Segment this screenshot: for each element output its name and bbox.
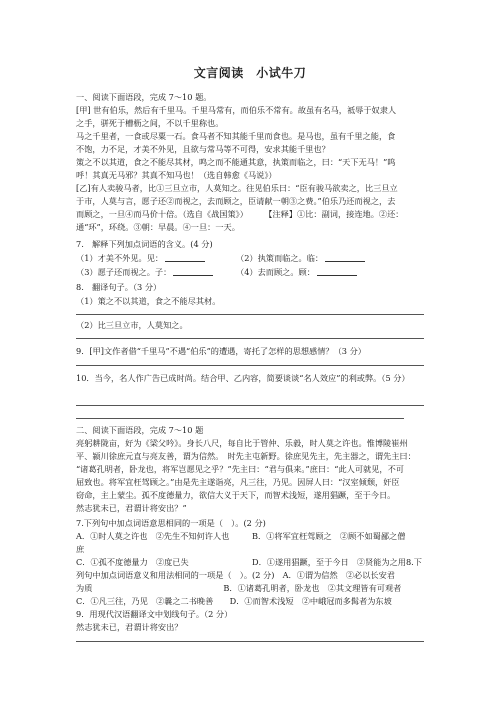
passage-c-line: 窃命，主上蒙尘。孤不度德量力，欲信大义于天下，而智术浅短，遂用猖蹶，至于今日。 xyxy=(76,490,396,500)
option-d[interactable]: D．①遂用猖蹶，至于今日 ②贤能为之用8.下 xyxy=(252,557,422,567)
passage-a-line: 不饱，力不足，才美不外见，且欲与常马等不可得，安求其能千里也？ xyxy=(76,144,330,154)
answer-line[interactable] xyxy=(76,641,424,642)
option-c[interactable]: C．①孤不度德量力 ②度已失 xyxy=(76,557,189,567)
answer-blank[interactable] xyxy=(165,253,205,262)
passage-c-line: 平、颍川徐庶元直与亮友善，谓为信然。 时先主屯新野。徐庶见先主，先主器之，谓先主曰： xyxy=(76,451,416,461)
passage-b-line: [乙]有人卖骏马者，比①三旦立市，人莫知之。往见伯乐曰：“臣有骏马欲卖之，比三旦立 xyxy=(76,183,398,193)
passage-b-line: 通“环”，环绕。③朝：早晨。④一旦：一天。 xyxy=(76,222,240,232)
passage-c-line: 然志犹未已，君谓计将安出？” xyxy=(76,503,187,513)
question-7: 7. 解释下列加点词语的含义。(4 分) xyxy=(76,239,213,249)
question-9: 9．[甲]文作者借“千里马”不遇“伯乐”的遭遇，寄托了怎样的思想感情？（3 分） xyxy=(76,346,366,356)
section2-header: 二、阅读下面语段，完成 7～10 题 xyxy=(76,425,204,435)
passage-a-line: 呼！其真无马邪？其真不知马也！（选自韩愈《马说》） xyxy=(76,170,277,180)
passage-b-line: 于市，人莫与言，愿子还②而视之，去而顾之，臣请献一朝③之费。”伯乐乃还而视之，去 xyxy=(76,196,396,206)
answer-line[interactable] xyxy=(76,314,424,315)
option-b-continued: 庶 xyxy=(76,544,85,554)
option-row-continued xyxy=(76,544,426,555)
passage-c-line: 亮躬耕陇亩，好为《梁父吟》。身长八尺，每自比于管仲、乐毅，时人莫之许也。惟博陵崔州 xyxy=(76,438,408,448)
question-8-1: （1）策之不以其道，食之不能尽其材。 xyxy=(76,296,221,306)
option-b[interactable]: B．①将军宜枉驾顾之 ②顾不如蜀鄙之僧 xyxy=(252,531,406,541)
option-a[interactable]: A．①时人莫之许也 ②先生不知何许人也 xyxy=(76,531,230,541)
passage-a-line: 之手，骈死于槽枥之间，不以千里称也。 xyxy=(76,118,224,128)
answer-blank[interactable] xyxy=(173,267,213,276)
passage-c-line: “诸葛孔明者，卧龙也，将军岂愿见之乎？”先主曰：“君与俱来。”庶曰：“此人可就见，不可 xyxy=(76,464,404,474)
q7-item: （1）才美不外见。见： xyxy=(76,253,205,264)
question-9-sentence: 然志犹未已，君谓计将安出？ xyxy=(76,622,183,632)
page-title: 文言阅读 小试牛刀 xyxy=(193,66,307,80)
answer-blank[interactable] xyxy=(325,253,365,262)
passage-c-line: 屈致也。将军宜枉驾顾之。”由是先主遂诣亮，凡三往，乃见。因屏人曰：“汉室倾颓，奸臣 xyxy=(76,477,400,487)
passage-a-line: 马之千里者，一食或尽粟一石。食马者不知其能千里而食也。是马也，虽有千里之能，食 xyxy=(76,131,396,141)
passage-b-line: 而顾之，一旦④而马价十倍。（选自《战国策》） 【注释】①比：副词，接连地。②还： xyxy=(76,209,404,219)
answer-line[interactable] xyxy=(76,338,424,339)
answer-line[interactable] xyxy=(76,418,404,419)
question-7-s2: 7.下列句中加点词语意思相同的一项是（ ）。(2 分) xyxy=(76,518,266,528)
q7-item: （4）去而顾之。顾： xyxy=(236,267,357,278)
question-8-s2-line: 列句中加点词语意义和用法相同的一项是（ ）。(2 分) A．①谓为信然 ②必以长安君 xyxy=(76,570,395,580)
q7-item: （2）执策而临之。临： xyxy=(236,253,365,264)
question-8-s2-line: C．①凡三往，乃见 ②曩之二书晚善 D．①而智术浅短 ②中峨冠而多髯者为东坡 xyxy=(76,596,392,606)
question-8-s2-line: 为质 B．①诸葛孔明者，卧龙也 ②其文理皆有可观者 xyxy=(76,583,402,593)
question-10: 10．当今，名人作广告已成时尚。结合甲、乙内容，简要谈谈“名人效应”的利或弊。（5 分） xyxy=(76,373,410,383)
option-row xyxy=(76,557,426,568)
q7-row xyxy=(76,267,426,278)
answer-blank[interactable] xyxy=(317,267,357,276)
question-8-2: （2）比三旦立市，人莫知之。 xyxy=(76,320,188,330)
answer-line[interactable] xyxy=(76,405,424,406)
section1-header: 一、阅读下面语段，完成 7～10 题。 xyxy=(76,92,212,102)
question-8: 8. 翻译句子。（3 分） xyxy=(76,282,162,292)
answer-line[interactable] xyxy=(76,365,424,366)
q7-item: （3）愿子还而视之。子： xyxy=(76,267,213,278)
question-9-s2: 9．用现代汉语翻译文中划线句子。（2 分） xyxy=(76,609,233,619)
passage-a-line: 策之不以其道，食之不能尽其材，鸣之而不能通其意，执策而临之，曰：“天下无马！”呜 xyxy=(76,157,396,167)
q7-row xyxy=(76,253,426,264)
passage-a-line: [甲] 世有伯乐，然后有千里马。千里马常有，而伯乐不常有。故虽有名马，祗辱于奴隶人 xyxy=(76,105,397,115)
option-row xyxy=(76,531,426,542)
